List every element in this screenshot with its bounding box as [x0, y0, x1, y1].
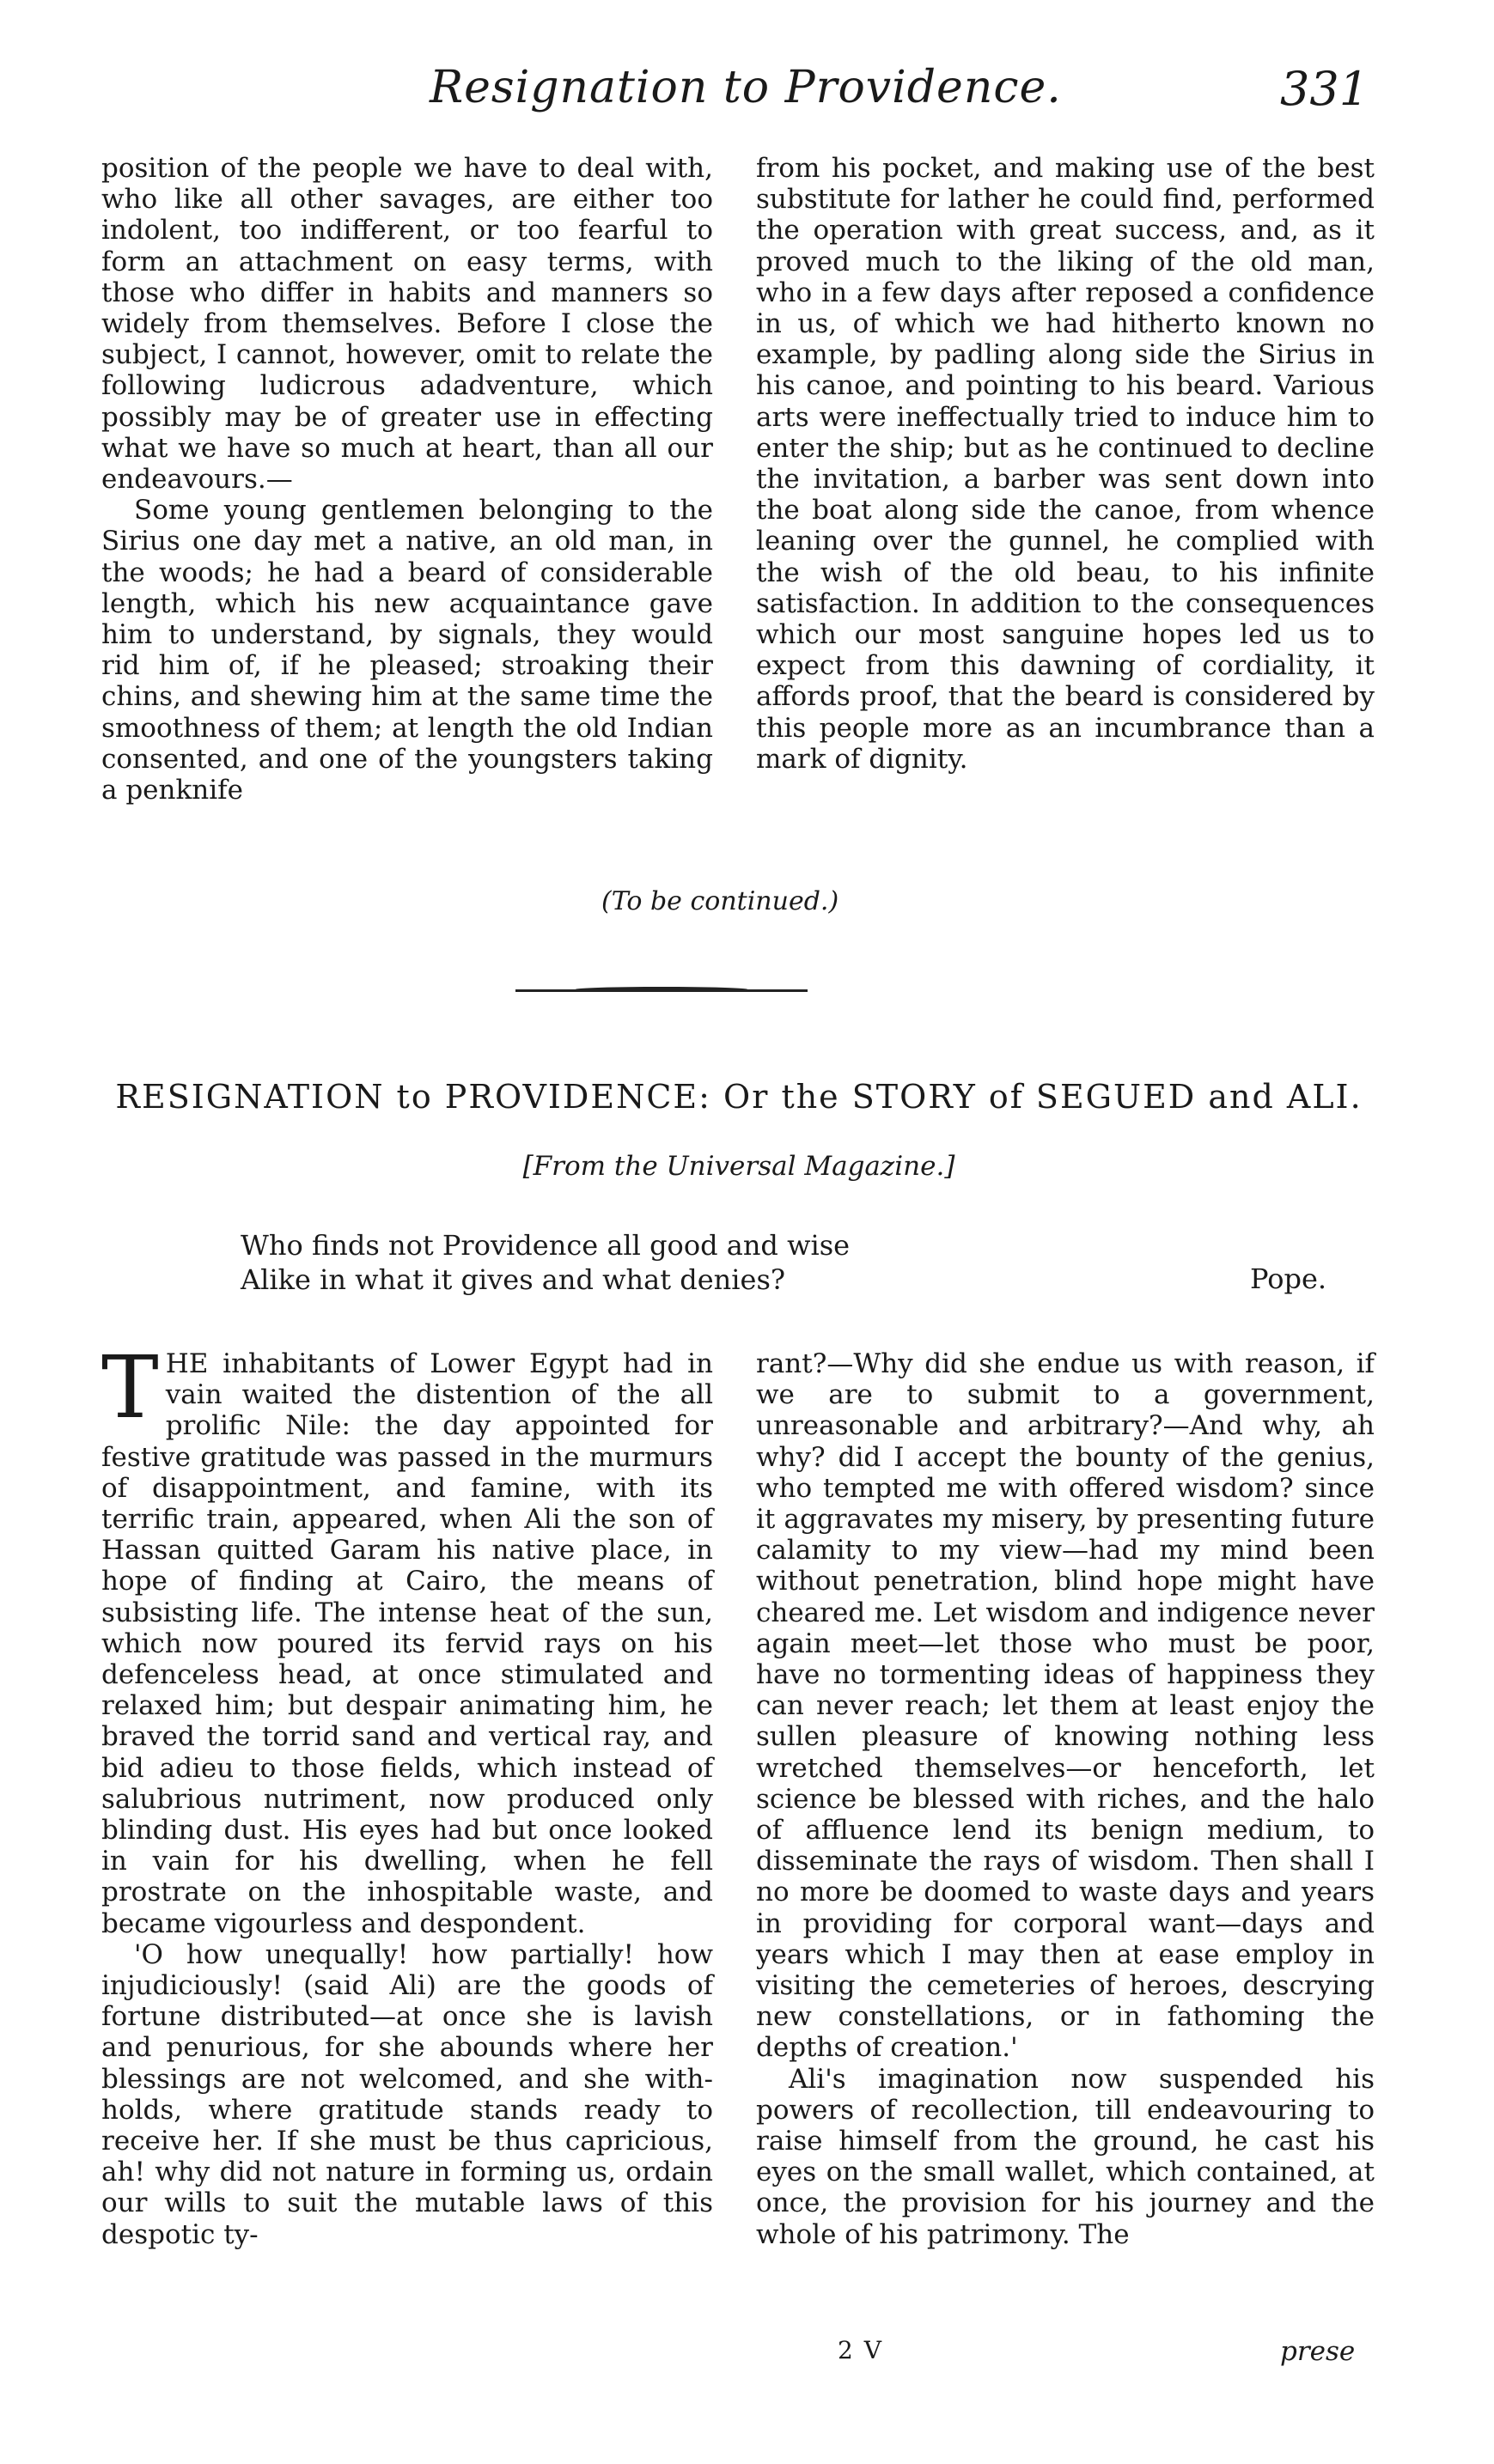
signature-mark: 2 V	[838, 2336, 883, 2364]
to-be-continued-note: (To be continued.)	[601, 886, 839, 916]
article-source: [From the Universal Magazine.]	[522, 1151, 955, 1182]
article-left-column	[101, 1337, 713, 2250]
previous-article-right-column	[756, 153, 1375, 775]
paragraph: Ali's imagination now suspended his powers of recollection, till endeavouring to raise himself from the ground, he cast his eyes on the small wallet, which contained, at once, the provision for his journey and the whole of his patrimony. The	[756, 2063, 1375, 2250]
section-divider	[515, 989, 808, 992]
paragraph: Some young gentlemen belonging to the Sirius one day met a native, an old man, in the woods; he had a beard of considerable length, which his new acquaintance gave him to understand, by signals, they would rid him of, if he pleased; stroaking their chins, and shewing him at the same time the smoothness of them; at length the old Indian consented, and one of the youngsters taking a penknife	[101, 495, 713, 806]
article-right-column	[756, 1348, 1375, 2250]
epigraph	[241, 1228, 850, 1297]
previous-article-left-column	[101, 153, 713, 806]
paragraph: 'O how unequally! how partially! how injudiciously! (said Ali) are the goods of fortune distributed—at once she is lavish and penurious, for she abounds where her blessings are not welcomed, and she with-holds, where gratitude stands ready to receive her. If she must be thus capricious, ah! why did not nature in forming us, ordain our wills to suit the mutable laws of this despotic ty-	[101, 1938, 713, 2250]
page-number: 331	[1280, 62, 1369, 116]
catchword: prese	[1280, 2336, 1356, 2367]
epigraph-line: Alike in what it gives and what denies?	[241, 1263, 786, 1296]
epigraph-line: Who finds not Providence all good and wise	[241, 1229, 851, 1262]
paragraph: THE inhabitants of Lower Egypt had in vain waited the distention of the all prolific Nile: the day appointed for festive gratitude was passed in the murmurs of disappointment, and famine, with its terrific train, appeared, when Ali the son of Hassan quitted Garam his native place, in hope of finding at Cairo, the means of subsisting life. The intense heat of the sun, which now poured its fervid rays on his defenceless head, at once stimulated and relaxed him; but despair animating him, he braved the torrid sand and vertical ray, and bid adieu to those fields, which instead of salubrious nutriment, now produced only blinding dust. His eyes had but once looked in vain for his dwelling, when he fell prostrate on the inhospitable waste, and became vigourless and despondent.	[101, 1337, 713, 1939]
paragraph: position of the people we have to deal with, who like all other savages, are either too indolent, too indifferent, or too fearful to form an attachment on easy terms, with those who differ in habits and manners so widely from themselves. Before I close the subject, I cannot, however, omit to relate the following ludicrous adadventure, which possibly may be of greater use in effecting what we have so much at heart, than all our endeavours.—	[101, 153, 713, 496]
running-title: Resignation to Providence.	[430, 62, 1062, 113]
paragraph: rant?—Why did she endue us with reason, if we are to submit to a government, unreasonable and arbitrary?—And why, ah why? did I accept the bounty of the genius, who tempted me with offered wisdom? since it aggravates my misery, by presenting future calamity to my view—had my mind been without penetration, blind hope might have cheared me. Let wisdom and indigence never again meet—let those who must be poor, have no tormenting ideas of happiness they can never reach; let them at least enjoy the sullen pleasure of knowing nothing less wretched themselves—or henceforth, let science be blessed with riches, and the halo of affluence lend its benign medium, to disseminate the rays of wisdom. Then shall I no more be doomed to waste days and years in providing for corporal want—days and years which I may then at ease employ in visiting the cemeteries of heroes, descrying new constellations, or in fathoming the depths of creation.'	[756, 1348, 1375, 2064]
paragraph: from his pocket, and making use of the best substitute for lather he could find, performed the operation with great success, and, as it proved much to the liking of the old man, who in a few days after reposed a confidence in us, of which we had hitherto known no example, by padling along side the Sirius in his canoe, and pointing to his beard. Various arts were ineffectually tried to induce him to enter the ship; but as he continued to decline the invitation, a barber was sent down into the boat along side the canoe, from whence leaning over the gunnel, he complied with the wish of the old beau, to his infinite satisfaction. In addition to the consequences which our most sanguine hopes led us to expect from this dawning of cordiality, it affords proof, that the beard is considered by this people more as an incumbrance than a mark of dignity.	[756, 153, 1375, 775]
epigraph-author: Pope.	[1250, 1262, 1327, 1295]
article-title: RESIGNATION to PROVIDENCE: Or the STORY of SEGUED and ALI.	[115, 1078, 1363, 1116]
